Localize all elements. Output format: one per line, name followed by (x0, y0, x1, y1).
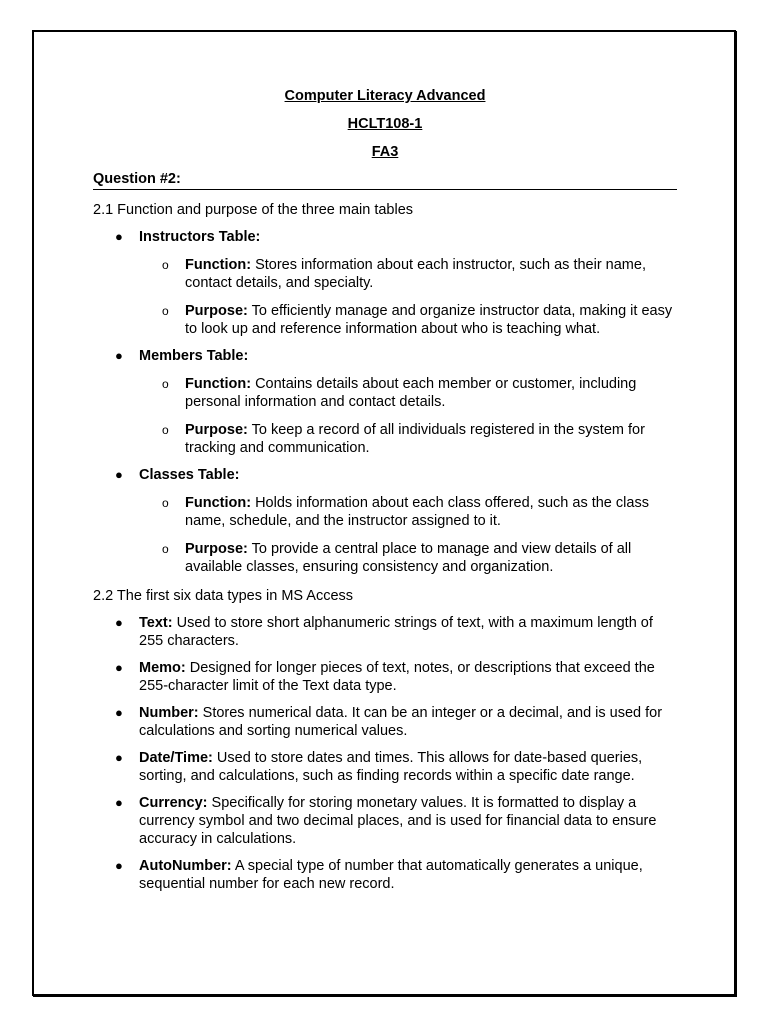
type-text: Designed for longer pieces of text, notes, or descriptions that exceed the 255-character limit of the Text data type. (139, 660, 655, 694)
circle-bullet-icon: o (162, 304, 169, 318)
item-label: Function: (185, 495, 252, 511)
item-text: Holds information about each class offered, such as the class name, schedule, and the instructor assigned to it. (185, 495, 649, 529)
item-label: Function: (185, 257, 252, 273)
section-heading-2-1: 2.1 Function and purpose of the three main tables (93, 202, 414, 218)
type-label: Text: (139, 615, 173, 631)
circle-bullet-icon: o (162, 258, 169, 272)
bullet-icon: ● (115, 229, 123, 244)
bullet-icon: ● (115, 750, 123, 765)
list-item (93, 228, 677, 338)
table-details (139, 256, 677, 338)
type-text: Used to store dates and times. This allows for date-based queries, sorting, and calculations, such as finding records within a specific date range. (139, 750, 643, 784)
table-details (139, 494, 677, 576)
list-item (139, 256, 677, 292)
bullet-icon: ● (115, 615, 123, 630)
item-label: Purpose: (185, 422, 248, 438)
item-text: To provide a central place to manage and view details of all available classes, ensuring consistency and organization. (185, 541, 632, 575)
list-item (93, 794, 677, 848)
data-types-list (93, 614, 677, 893)
section-heading-2-2: 2.2 The first six data types in MS Access (93, 588, 354, 604)
question-heading: Question #2: (93, 170, 677, 190)
table-name: Instructors Table: (139, 229, 261, 245)
type-label: AutoNumber: (139, 858, 232, 874)
item-text: To efficiently manage and organize instructor data, making it easy to look up and reference information about who is teaching what. (185, 303, 673, 337)
document-body (93, 86, 677, 893)
item-label: Purpose: (185, 303, 248, 319)
item-text: To keep a record of all individuals registered in the system for tracking and communication. (185, 422, 645, 456)
document-title: Computer Literacy Advanced (284, 88, 486, 104)
list-item (139, 540, 677, 576)
list-item (93, 659, 677, 695)
table-name: Classes Table: (139, 467, 240, 483)
tables-list (93, 228, 677, 576)
list-item (93, 857, 677, 893)
bullet-icon: ● (115, 660, 123, 675)
bullet-icon: ● (115, 858, 123, 873)
type-text: Stores numerical data. It can be an integer or a decimal, and is used for calculations and sorting numerical values. (139, 705, 663, 739)
circle-bullet-icon: o (162, 542, 169, 556)
circle-bullet-icon: o (162, 377, 169, 391)
item-label: Purpose: (185, 541, 248, 557)
type-label: Number: (139, 705, 199, 721)
course-code: HCLT108-1 (347, 116, 423, 132)
bullet-icon: ● (115, 467, 123, 482)
type-label: Date/Time: (139, 750, 213, 766)
list-item (139, 494, 677, 530)
type-label: Memo: (139, 660, 186, 676)
table-name: Members Table: (139, 348, 249, 364)
table-details (139, 375, 677, 457)
item-label: Function: (185, 376, 252, 392)
type-label: Currency: (139, 795, 208, 811)
type-text: Used to store short alphanumeric strings of text, with a maximum length of 255 characters. (139, 615, 653, 649)
list-item (139, 421, 677, 457)
circle-bullet-icon: o (162, 496, 169, 510)
list-item (93, 704, 677, 740)
bullet-icon: ● (115, 348, 123, 363)
list-item (93, 614, 677, 650)
list-item (93, 749, 677, 785)
bullet-icon: ● (115, 705, 123, 720)
circle-bullet-icon: o (162, 423, 169, 437)
list-item (139, 375, 677, 411)
list-item (139, 302, 677, 338)
assignment-name: FA3 (371, 144, 399, 160)
list-item (93, 466, 677, 576)
item-text: Contains details about each member or customer, including personal information and contact details. (185, 376, 637, 410)
item-text: Stores information about each instructor, such as their name, contact details, and specialty. (185, 257, 646, 291)
list-item (93, 347, 677, 457)
type-text: Specifically for storing monetary values. It is formatted to display a currency symbol and two decimal places, and is used for financial data to ensure accuracy in calculations. (139, 795, 657, 847)
bullet-icon: ● (115, 795, 123, 810)
type-text: A special type of number that automatically generates a unique, sequential number for each new record. (139, 858, 643, 892)
